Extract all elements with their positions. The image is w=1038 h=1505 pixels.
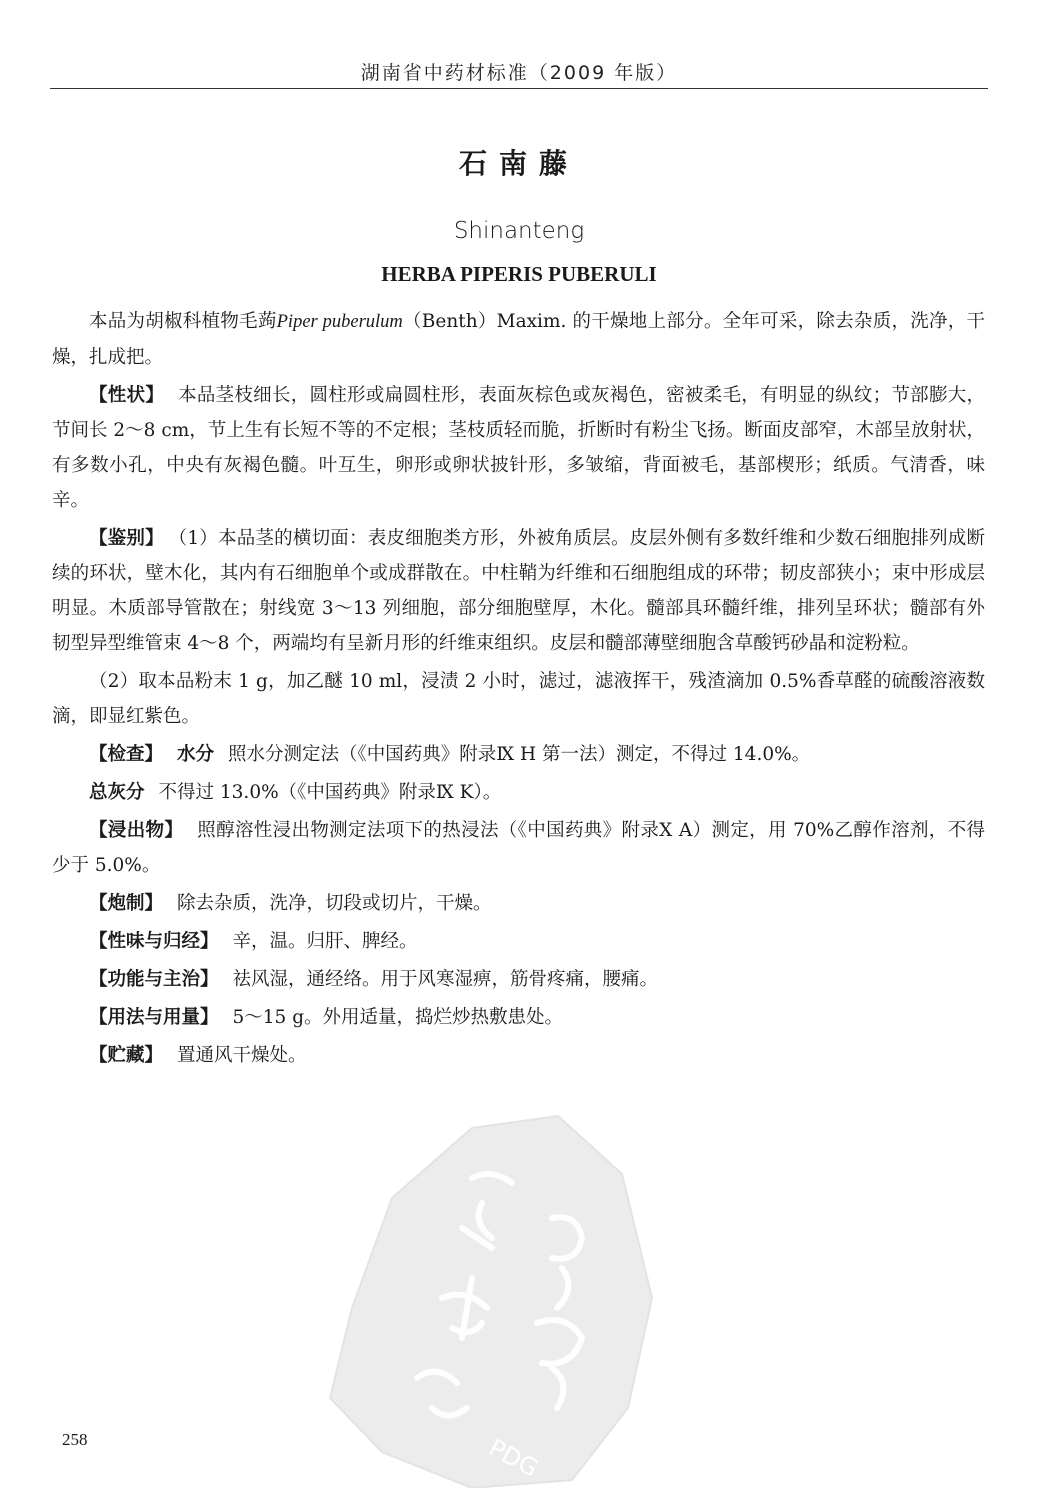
- section-text: （1）本品茎的横切面：表皮细胞类方形，外被角质层。皮层外侧有多数纤维和少数石细胞排列成断续的环状，壁木化，其内有石细胞单个或成群散在。中柱鞘为纤维和石细胞组成的环带；韧皮部狭小；束中形成层明显。木质部导管散在；射线宽 3～13 列细胞，部分细胞壁厚，木化。髓部具环髓纤维，排列呈环状；髓部有外韧型异型维管束 4～8 个，两端均有呈新月形的纤维束组织。皮层和髓部薄壁细胞含草酸钙砂晶和淀粉粒。: [52, 528, 985, 654]
- watermark-label: PDG: [484, 1433, 543, 1483]
- section-heading: 【炮制】: [89, 893, 164, 914]
- pinyin-name: Shinanteng: [453, 218, 585, 244]
- section-text: 置通风干燥处。: [177, 1045, 307, 1066]
- monograph-title: 石南藤: [458, 147, 579, 180]
- seal-watermark: [322, 1108, 658, 1488]
- section-text: 祛风湿，通经络。用于风寒湿痹，筋骨疼痛，腰痛。: [232, 969, 659, 990]
- section-heading: 【浸出物】: [89, 820, 184, 841]
- section-heading: 【贮藏】: [89, 1045, 164, 1066]
- section-text: 本品茎枝细长，圆柱形或扁圆柱形，表面灰棕色或灰褐色，密被柔毛，有明显的纵纹；节部膨大，节间长 2～8 cm，节上生有长短不等的不定根；茎枝质轻而脆，折断时有粉尘飞扬。断面皮部窄，木部呈放射状，有多数小孔，中央有灰褐色髓。叶互生，卵形或卵状披针形，多皱缩，背面被毛，基部楔形；纸质。气清香，味辛。: [52, 385, 985, 511]
- intro-paragraph: [52, 304, 985, 375]
- section-xingzhuang: [52, 378, 985, 518]
- header-rule: [50, 88, 988, 89]
- section-xingwei: [52, 924, 985, 959]
- section-jiancha-ash: [52, 775, 985, 810]
- section-heading: 【鉴别】: [89, 528, 164, 549]
- intro-text-a: 本品为胡椒科植物毛蒟: [89, 311, 277, 332]
- section-text: 不得过 13.0%（《中国药典》附录Ⅸ K）。: [158, 782, 502, 803]
- section-heading: 【用法与用量】: [89, 1007, 219, 1028]
- sub-heading: 水分: [177, 744, 215, 765]
- section-jianbie: [52, 521, 985, 661]
- section-jiancha: [52, 737, 985, 772]
- section-text: （2）取本品粉末 1 g，加乙醚 10 ml，浸渍 2 小时，滤过，滤液挥干，残渣滴加 0.5%香草醛的硫酸溶液数滴，即显红紫色。: [52, 671, 985, 727]
- section-heading: 【性味与归经】: [89, 931, 219, 952]
- section-text: 辛，温。归肝、脾经。: [232, 931, 418, 952]
- running-header: 湖南省中药材标准（2009 年版）: [360, 62, 678, 84]
- section-gongneng: [52, 962, 985, 997]
- section-text: 照水分测定法（《中国药典》附录Ⅸ H 第一法）测定，不得过 14.0%。: [228, 744, 811, 765]
- section-text: 5～15 g。外用适量，捣烂炒热敷患处。: [232, 1007, 564, 1028]
- section-heading: 【检查】: [89, 744, 164, 765]
- monograph-body: [52, 304, 985, 1076]
- section-heading: 【性状】: [89, 385, 165, 406]
- intro-text-b: （Benth）Maxim. 的干燥地上部分。全年可采，除去杂质，洗净，干燥，扎成把。: [52, 311, 986, 368]
- section-jianbie-2: [52, 664, 985, 734]
- latin-name: HERBA PIPERIS PUBERULI: [381, 262, 657, 286]
- section-paozhi: [52, 886, 985, 921]
- page-number: 258: [62, 1430, 88, 1449]
- section-yongfa: [52, 1000, 985, 1035]
- sub-heading: 总灰分: [89, 782, 145, 803]
- section-text: 照醇溶性浸出物测定法项下的热浸法（《中国药典》附录Ⅹ A）测定，用 70%乙醇作溶剂，不得少于 5.0%。: [52, 820, 985, 876]
- section-text: 除去杂质，洗净，切段或切片，干燥。: [177, 893, 492, 914]
- section-jinchuwu: [52, 813, 985, 883]
- section-zhucang: [52, 1038, 985, 1073]
- species-name: Piper puberulum: [276, 312, 403, 332]
- section-heading: 【功能与主治】: [89, 969, 219, 990]
